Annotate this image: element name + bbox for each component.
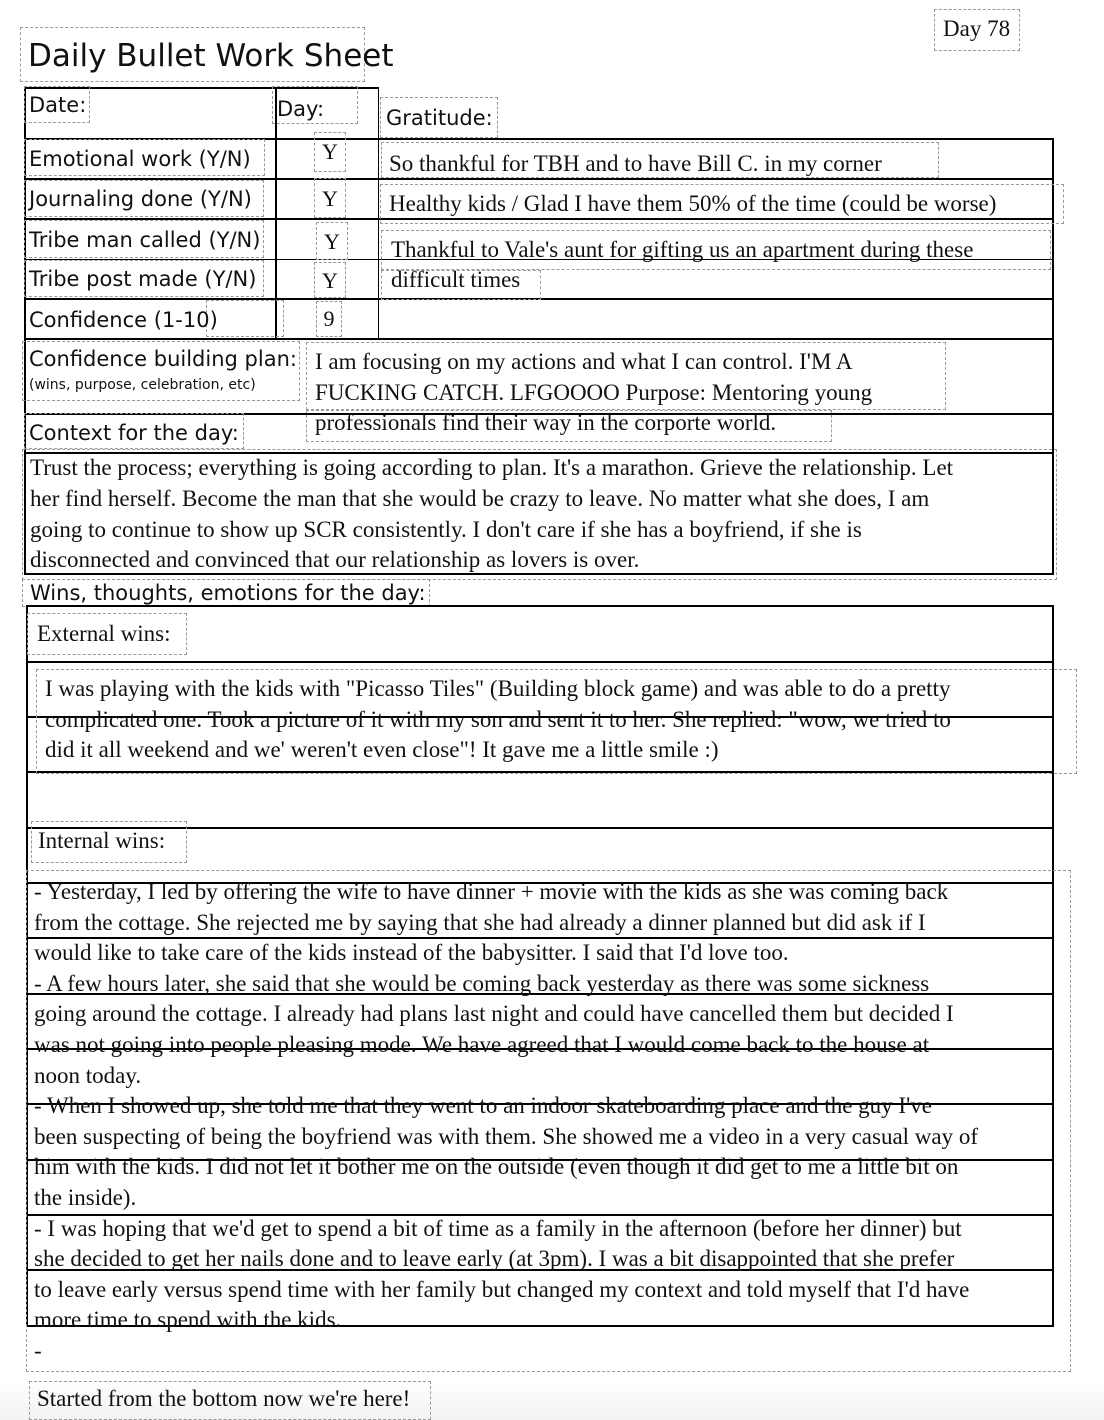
confidence-plan-line[interactable]: I am focusing on my actions and what I can control. I'M A <box>315 349 853 374</box>
gratitude-entry[interactable]: So thankful for TBH and to have Bill C. in my corner <box>389 151 882 176</box>
gratitude-label: Gratitude: <box>386 106 493 130</box>
journaling-done-value[interactable]: Y <box>322 186 338 211</box>
confidence-plan-line[interactable]: professionals find their way in the corporte world. <box>315 410 777 435</box>
confidence-plan-sublabel: (wins, purpose, celebration, etc) <box>29 377 256 393</box>
internal-win-line[interactable]: noon today. <box>34 1063 142 1088</box>
internal-win-line[interactable]: to leave early versus spend time with her family but changed my context and told myself that I'd have <box>34 1277 970 1302</box>
tribe-man-called-value[interactable]: Y <box>324 229 340 254</box>
date-label: Date: <box>29 93 87 117</box>
closing-line[interactable]: Started from the bottom now we're here! <box>37 1386 411 1411</box>
day-label: Day: <box>277 97 325 121</box>
gratitude-entry[interactable]: Thankful to Vale's aunt for gifting us an apartment during these <box>391 237 974 262</box>
external-win-line[interactable]: I was playing with the kids with "Picasso Tiles" (Building block game) and was able to do a pretty <box>45 676 951 701</box>
internal-win-line[interactable]: more time to spend with the kids. <box>34 1307 342 1332</box>
context-line[interactable]: Trust the process; everything is going according to plan. It's a marathon. Grieve the relationship. Let <box>30 455 954 480</box>
day-counter: Day 78 <box>943 16 1011 41</box>
context-line[interactable]: going to continue to show up SCR consistently. I don't care if she has a boyfriend, if she is <box>30 517 862 542</box>
internal-win-line[interactable]: - <box>34 1338 42 1363</box>
internal-win-line[interactable]: - Yesterday, I led by offering the wife to have dinner + movie with the kids as she was coming back <box>34 879 949 904</box>
tribe-post-made-label: Tribe post made (Y/N) <box>29 267 257 291</box>
table-rule <box>26 605 1054 607</box>
page-title: Daily Bullet Work Sheet <box>28 38 394 74</box>
internal-wins-label: Internal wins: <box>38 828 166 853</box>
table-rule <box>378 87 379 338</box>
table-rule <box>26 661 1054 663</box>
table-rule <box>24 338 1054 340</box>
internal-win-line[interactable]: the inside). <box>34 1185 137 1210</box>
context-label: Context for the day: <box>29 421 239 445</box>
context-line[interactable]: disconnected and convinced that our relationship as lovers is over. <box>30 547 640 572</box>
emotional-work-value[interactable]: Y <box>322 139 338 164</box>
internal-win-line[interactable]: she decided to get her nails done and to leave early (at 3pm). I was a bit disappointed that she prefer <box>34 1246 955 1271</box>
internal-win-line[interactable]: going around the cottage. I already had plans last night and could have cancelled them but decided I <box>34 1001 954 1026</box>
internal-win-line[interactable]: was not going into people pleasing mode. We have agreed that I would come back to the house at <box>34 1032 930 1057</box>
gratitude-entry[interactable]: difficult times <box>391 267 521 292</box>
internal-win-line[interactable]: from the cottage. She rejected me by saying that she had already a dinner planned but did ask if I <box>34 910 926 935</box>
external-wins-label: External wins: <box>37 621 171 646</box>
internal-win-line[interactable]: him with the kids. I did not let it bother me on the outside (even though it did get to me a little bit on <box>34 1154 959 1179</box>
internal-win-line[interactable]: - A few hours later, she said that she would be coming back yesterday as there was some sickness <box>34 971 930 996</box>
tribe-man-called-label: Tribe man called (Y/N) <box>29 228 261 252</box>
emotional-work-label: Emotional work (Y/N) <box>29 147 251 171</box>
wins-label: Wins, thoughts, emotions for the day: <box>30 581 426 605</box>
context-line[interactable]: her find herself. Become the man that she would be crazy to leave. No matter what she does, I am <box>30 486 930 511</box>
confidence-plan-label: Confidence building plan: <box>29 347 297 371</box>
internal-win-line[interactable]: - When I showed up, she told me that they went to an indoor skateboarding place and the guy I've <box>34 1093 932 1118</box>
table-rule <box>1052 338 1054 452</box>
internal-win-line[interactable]: would like to take care of the kids instead of the babysitter. I said that I'd love too. <box>34 940 789 965</box>
gratitude-entry[interactable]: Healthy kids / Glad I have them 50% of the time (could be worse) <box>389 191 997 216</box>
tribe-post-made-value[interactable]: Y <box>322 268 338 293</box>
internal-win-line[interactable]: been suspecting of being the boyfriend was with them. She showed me a video in a very casual way of <box>34 1124 979 1149</box>
table-rule <box>24 452 26 573</box>
external-win-line[interactable]: complicated one. Took a picture of it with my son and sent it to her. She replied: "wow, we tried to <box>45 707 951 732</box>
internal-win-line[interactable]: - I was hoping that we'd get to spend a bit of time as a family in the afternoon (before her dinner) but <box>34 1216 962 1241</box>
external-win-line[interactable]: did it all weekend and we' weren't even close"! It gave me a little smile :) <box>45 737 719 762</box>
table-rule <box>1052 452 1054 573</box>
confidence-value[interactable]: 9 <box>323 306 335 331</box>
journaling-done-label: Journaling done (Y/N) <box>29 187 252 211</box>
confidence-label: Confidence (1-10) <box>29 308 218 332</box>
table-rule <box>1052 138 1054 338</box>
confidence-plan-line[interactable]: FUCKING CATCH. LFGOOOO Purpose: Mentoring young <box>315 380 873 405</box>
